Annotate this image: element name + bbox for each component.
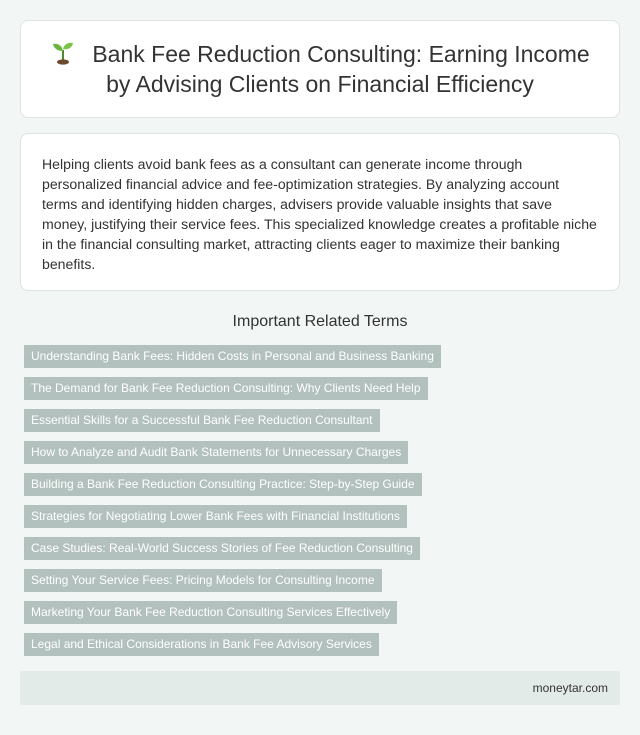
- intro-paragraph: Helping clients avoid bank fees as a consultant can generate income through personalized financial advice and fee-optimization strategies. By analyzing account terms and identifying hidden charges, advisers provide valuable insights that save money, justifying their service fees. This specialized knowledge creates a profitable niche in the financial consulting market, attracting clients eager to maximize their banking benefits.: [42, 156, 597, 272]
- related-term-tag[interactable]: Understanding Bank Fees: Hidden Costs in Personal and Business Banking: [24, 345, 441, 368]
- page-title: [37, 39, 603, 99]
- page-title-text: Bank Fee Reduction Consulting: Earning Income by Advising Clients on Financial Efficiency: [92, 41, 590, 97]
- related-term-tag[interactable]: Strategies for Negotiating Lower Bank Fees with Financial Institutions: [24, 505, 407, 528]
- related-term-tag[interactable]: How to Analyze and Audit Bank Statements for Unnecessary Charges: [24, 441, 408, 464]
- footer-site-name: moneytar.com: [532, 681, 608, 695]
- title-card: [20, 20, 620, 118]
- intro-card: [20, 133, 620, 291]
- related-terms-heading: Important Related Terms: [232, 313, 408, 330]
- footer-bar: [20, 671, 620, 705]
- related-term-tag[interactable]: Marketing Your Bank Fee Reduction Consulting Services Effectively: [24, 601, 397, 624]
- related-term-tag[interactable]: Legal and Ethical Considerations in Bank Fee Advisory Services: [24, 633, 379, 656]
- related-term-tag[interactable]: Setting Your Service Fees: Pricing Models for Consulting Income: [24, 569, 382, 592]
- related-term-tag[interactable]: Building a Bank Fee Reduction Consulting Practice: Step-by-Step Guide: [24, 473, 422, 496]
- related-term-tag[interactable]: Essential Skills for a Successful Bank Fee Reduction Consultant: [24, 409, 380, 432]
- related-term-tag[interactable]: The Demand for Bank Fee Reduction Consulting: Why Clients Need Help: [24, 377, 428, 400]
- related-terms-list: [20, 345, 620, 665]
- related-term-tag[interactable]: Case Studies: Real-World Success Stories of Fee Reduction Consulting: [24, 537, 420, 560]
- sprout-icon: [50, 39, 76, 65]
